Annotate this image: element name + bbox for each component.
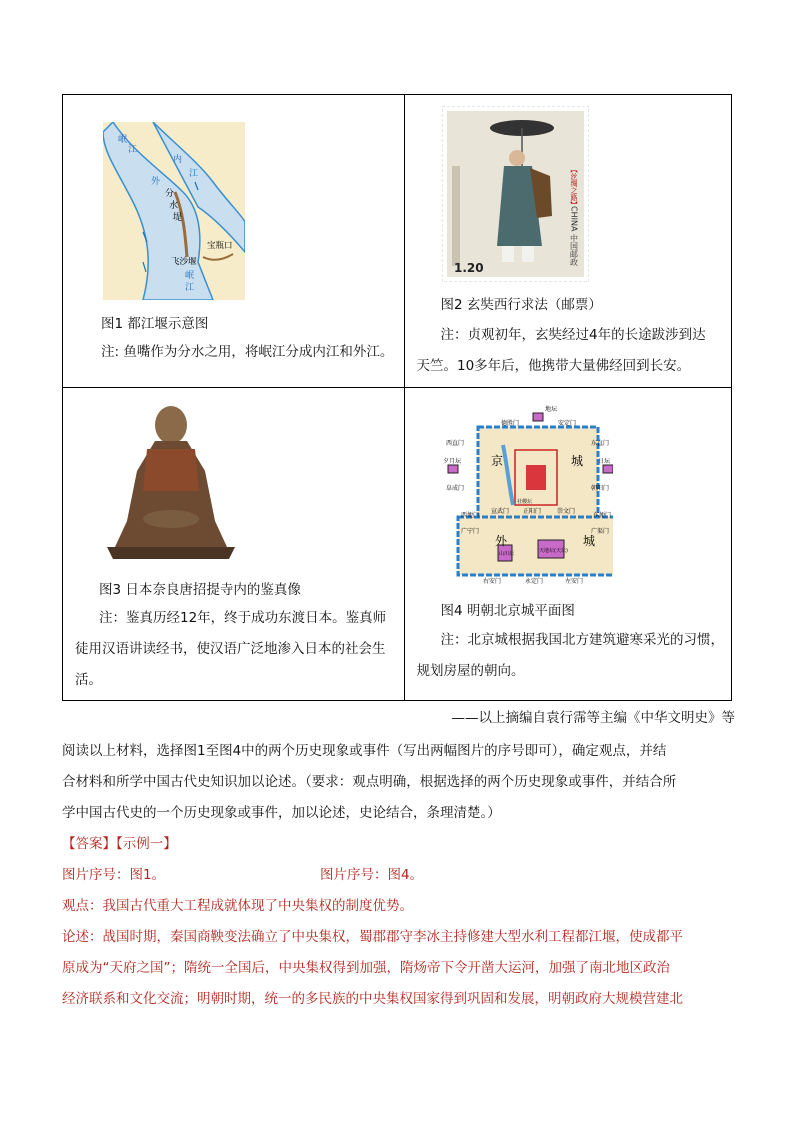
source-citation: ——以上摘编自袁行霈等主编《中华文明史》等 bbox=[451, 710, 735, 726]
svg-text:东直门: 东直门 bbox=[591, 440, 610, 447]
svg-text:外: 外 bbox=[151, 177, 161, 187]
svg-text:水: 水 bbox=[169, 201, 179, 211]
fig3-note-line2: 徒用汉语讲读经书，使汉语广泛地渗入日本的社会生 bbox=[75, 641, 386, 657]
dujiangyan-map bbox=[103, 122, 245, 300]
svg-text:飞沙堰: 飞沙堰 bbox=[171, 257, 197, 267]
answer-argument-line2: 原成为“天府之国”；隋统一全国后，中央集权得到加强，隋炀帝下令开凿大运河，加强了南北地区政治 bbox=[62, 960, 670, 976]
svg-text:左安门: 左安门 bbox=[565, 578, 584, 585]
cell-fig1 bbox=[63, 95, 405, 388]
svg-text:右安门: 右安门 bbox=[483, 578, 502, 585]
svg-text:江: 江 bbox=[185, 283, 195, 293]
answer-tag: 【答案】【示例一】 bbox=[62, 836, 177, 852]
cell-fig3 bbox=[63, 388, 405, 701]
stamp-country: CHINA 中国邮政 bbox=[569, 206, 579, 266]
svg-text:广渠门: 广渠门 bbox=[591, 528, 610, 535]
svg-text:阜成门: 阜成门 bbox=[446, 485, 465, 492]
svg-text:江: 江 bbox=[189, 169, 199, 179]
answer-argument-line3: 经济联系和文化交流；明朝时期，统一的多民族的中央集权国家得到巩固和发展，明朝政府大规模营建北 bbox=[62, 991, 683, 1007]
svg-text:岷: 岷 bbox=[185, 271, 195, 281]
svg-text:日坛: 日坛 bbox=[598, 458, 611, 465]
map-cheng2: 城 bbox=[583, 534, 596, 548]
map-jing: 京 bbox=[491, 454, 504, 468]
svg-text:西直门: 西直门 bbox=[446, 440, 465, 447]
svg-text:宣武门: 宣武门 bbox=[491, 508, 510, 515]
svg-text:分: 分 bbox=[165, 189, 175, 199]
answer-viewpoint: 观点：我国古代重大工程成就体现了中央集权的制度优势。 bbox=[62, 898, 413, 914]
fig4-note-line2: 规划房屋的朝向。 bbox=[416, 663, 525, 679]
fig4-caption: 图4 明朝北京城平面图 bbox=[440, 603, 575, 619]
cell-fig2 bbox=[405, 95, 732, 388]
question-line3: 学中国古代史的一个历史现象或事件，加以论述，史论结合，条理清楚。） bbox=[62, 805, 501, 821]
svg-text:夕月坛: 夕月坛 bbox=[443, 458, 462, 465]
svg-text:天地坛(天坛): 天地坛(天坛) bbox=[539, 548, 569, 554]
svg-text:社稷坛: 社稷坛 bbox=[517, 499, 533, 505]
fig2-note-line2: 天竺。10多年后，他携带大量佛经回到长安。 bbox=[416, 358, 691, 374]
svg-text:地坛: 地坛 bbox=[545, 406, 558, 413]
fig3-note-line1: 注：鉴真历经12年，终于成功东渡日本。鉴真师 bbox=[99, 610, 387, 626]
svg-text:朝阳门: 朝阳门 bbox=[591, 485, 610, 492]
svg-text:安定门: 安定门 bbox=[558, 420, 577, 427]
question-line2: 合材料和所学中国古代史知识加以论述。（要求：观点明确，根据选择的两个历史现象或事件，并结合所 bbox=[62, 774, 677, 790]
beijing-plan-map bbox=[443, 405, 613, 585]
fig3-note-line3: 活。 bbox=[75, 672, 102, 688]
fig1-caption: 图1 都江堰示意图 bbox=[101, 316, 209, 332]
materials-table bbox=[62, 94, 732, 701]
svg-text:内: 内 bbox=[173, 155, 183, 165]
svg-text:永定门: 永定门 bbox=[525, 578, 544, 585]
svg-text:崇文门: 崇文门 bbox=[557, 508, 576, 515]
cell-fig4 bbox=[405, 388, 732, 701]
svg-text:江: 江 bbox=[128, 145, 138, 155]
xuanzang-stamp bbox=[442, 106, 589, 282]
answer-picture-a: 图片序号：图1。 bbox=[62, 867, 166, 883]
svg-text:德胜门: 德胜门 bbox=[501, 420, 520, 427]
stamp-value: 1.20 bbox=[454, 261, 485, 275]
fig2-caption: 图2 玄奘西行求法（邮票） bbox=[440, 297, 602, 313]
fig3-caption: 图3 日本奈良唐招提寺内的鉴真像 bbox=[99, 582, 301, 598]
fig4-note-line1: 注：北京城根据我国北方建筑避寒采光的习惯， bbox=[440, 632, 724, 648]
map-cheng1: 城 bbox=[571, 454, 584, 468]
map-wai: 外 bbox=[495, 534, 508, 548]
svg-text:西便门: 西便门 bbox=[461, 512, 480, 519]
svg-text:宝瓶口: 宝瓶口 bbox=[207, 241, 233, 251]
jianzhen-statue bbox=[99, 401, 241, 561]
answer-picture-b: 图片序号：图4。 bbox=[320, 867, 424, 883]
fig2-note-line1: 注：贞观初年，玄奘经过4年的长途跋涉到达 bbox=[440, 327, 706, 343]
svg-text:堤: 堤 bbox=[173, 213, 183, 223]
fig1-note: 注: 鱼嘴作为分水之用，将岷江分成内江和外江。 bbox=[101, 344, 394, 360]
svg-text:广宁门: 广宁门 bbox=[461, 528, 480, 535]
svg-text:正阳门: 正阳门 bbox=[523, 508, 542, 515]
answer-argument-line1: 论述：战国时期，秦国商鞅变法确立了中央集权，蜀郡郡守李冰主持修建大型水利工程都江堰，使成都平 bbox=[62, 929, 683, 945]
stamp-series: 【丝绸之路】 bbox=[570, 166, 579, 208]
question-line1: 阅读以上材料，选择图1至图4中的两个历史现象或事件（写出两幅图片的序号即可），确定观点，并结 bbox=[62, 743, 667, 759]
svg-text:岷: 岷 bbox=[118, 135, 128, 145]
svg-text:山川坛: 山川坛 bbox=[499, 551, 515, 557]
svg-text:东便门: 东便门 bbox=[593, 512, 612, 519]
